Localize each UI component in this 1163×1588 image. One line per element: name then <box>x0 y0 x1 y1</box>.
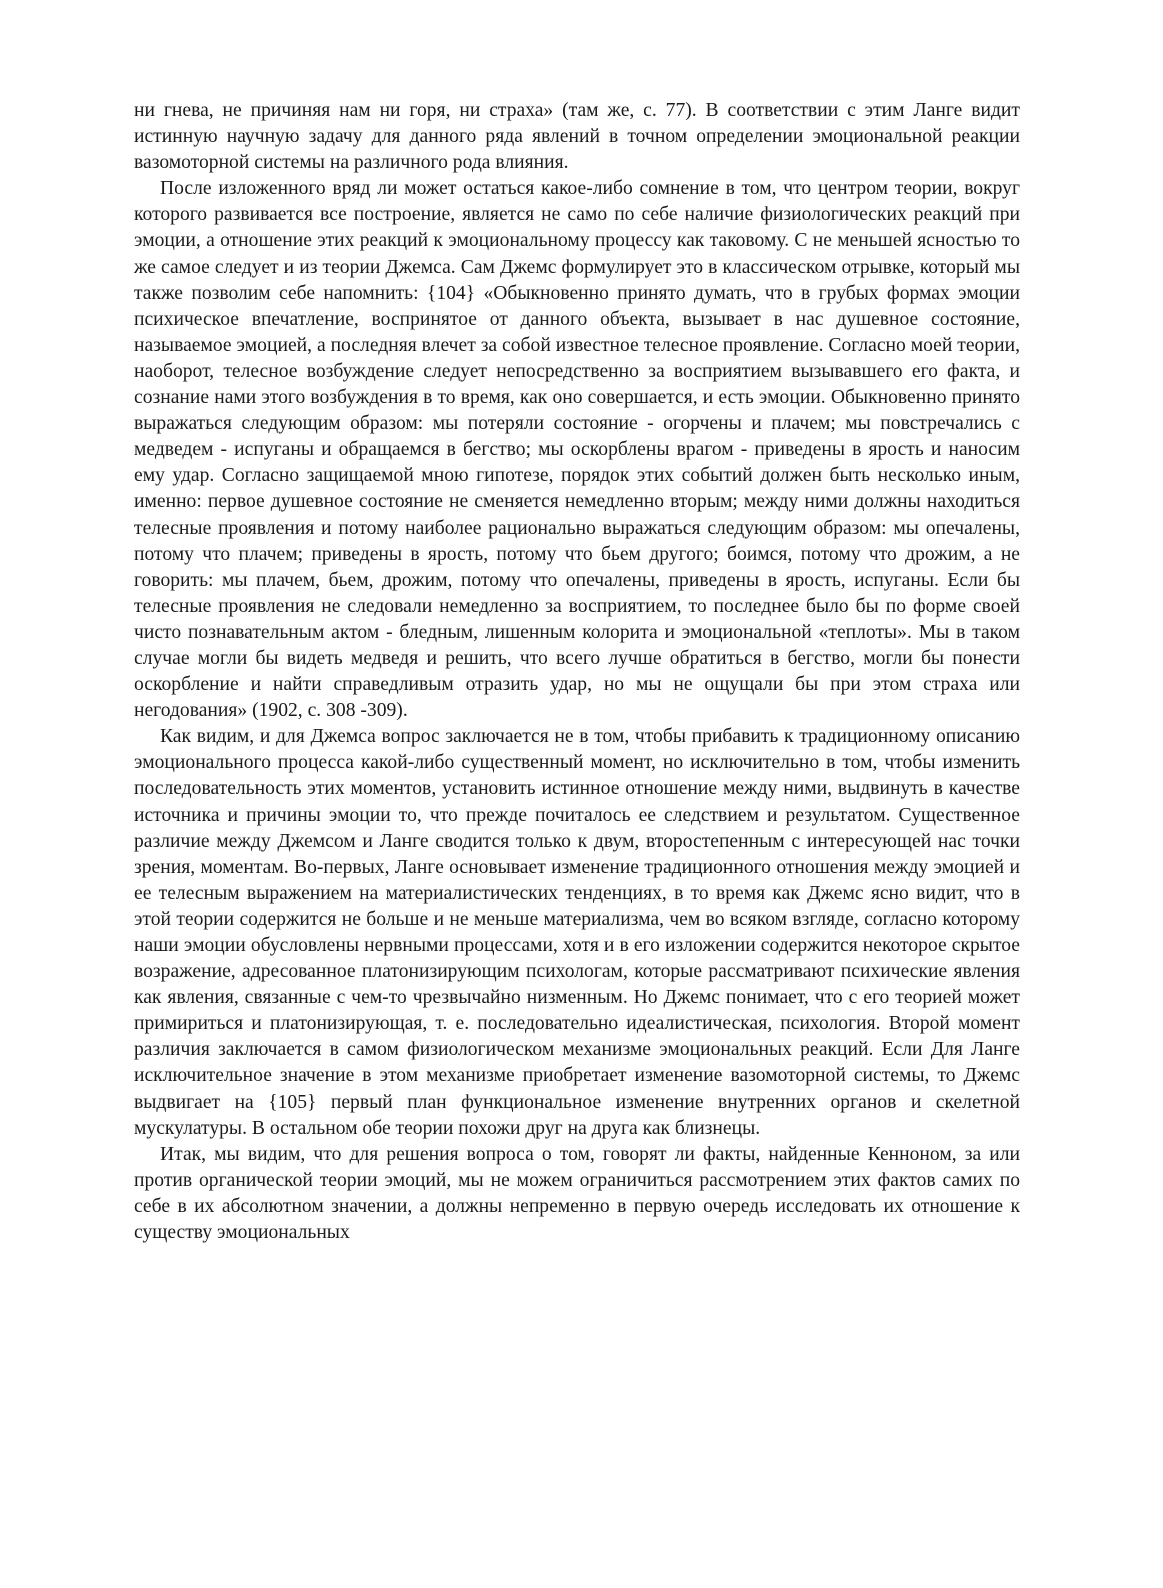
paragraph-james-quote: После изложенного вряд ли может остаться какое-либо сомнение в том, что центром теории, вокруг которого развивается все построение, является не само по себе наличие физиологических реакций при эмоции, а отношение этих реакций к эмоциональному процессу как таковому. С не меньшей ясностью то же самое следует и из теории Джемса. Сам Джемс формулирует это в классическом отрывке, который мы также позволим себе напомнить: {104} «Обыкновенно принято думать, что в грубых формах эмоции психическое впечатление, воспринятое от данного объекта, вызывает в нас душевное состояние, называемое эмоцией, а последняя влечет за собой известное телесное проявление. Согласно моей теории, наоборот, телесное возбуждение следует непосредственно за восприятием вызывавшего его факта, и сознание нами этого возбуждения в то время, как оно совершается, и есть эмоции. Обыкновенно принято выражаться следующим образом: мы потеряли состояние - огорчены и плачем; мы повстречались с медведем - испуганы и обращаемся в бегство; мы оскорблены врагом - приведены в ярость и наносим ему удар. Согласно защищаемой мною гипотезе, порядок этих событий должен быть несколько иным, именно: первое душевное состояние не сменяется немедленно вторым; между ними должны находиться телесные проявления и потому наиболее рационально выражаться следующим образом: мы опечалены, потому что плачем; приведены в ярость, потому что бьем другого; боимся, потому что дрожим, а не говорить: мы плачем, бьем, дрожим, потому что опечалены, приведены в ярость, испуганы. Если бы телесные проявления не следовали немедленно за восприятием, то последнее было бы по форме своей чисто познавательным актом - бледным, лишенным колорита и эмоциональной «теплоты». Мы в таком случае могли бы видеть медведя и решить, что всего лучше обратиться в бегство, могли бы понести оскорбление и найти справедливым отразить удар, но мы не ощущали бы при этом страха или негодования» (1902, с. 308 -309). <box>134 178 1020 722</box>
paragraph-james-lange-comparison: Как видим, и для Джемса вопрос заключается не в том, чтобы прибавить к традиционному описанию эмоционального процесса какой-либо существенный момент, но исключительно в том, чтобы изменить последовательность этих моментов, установить истинное отношение между ними, выдвинуть в качестве источника и причины эмоции то, что прежде почиталось ее следствием и результатом. Существенное различие между Джемсом и Ланге сводится только к двум, второстепенным с интересующей нас точки зрения, моментам. Во-первых, Ланге основывает изменение традиционного отношения между эмоцией и ее телесным выражением на материалистических тенденциях, в то время как Джемс ясно видит, что в этой теории содержится не больше и не меньше материализма, чем во всяком взгляде, согласно которому наши эмоции обусловлены нервными процессами, хотя и в его изложении содержится некоторое скрытое возражение, адресованное платонизирующим психологам, которые рассматривают психические явления как явления, связанные с чем-то чрезвычайно низменным. Но Джемс понимает, что с его теорией может примириться и платонизирующая, т. е. последовательно идеалистическая, психология. Второй момент различия заключается в самом физиологическом механизме эмоциональных реакций. Если Для Ланге исключительное значение в этом механизме приобретает изменение вазомоторной системы, то Джемс выдвигает на {105} первый план функциональное изменение внутренних органов и скелетной мускулатуры. В остальном обе теории похожи друг на друга как близнецы. <box>134 726 1020 1139</box>
document-page <box>134 98 1020 1246</box>
paragraph-continuation: ни гнева, не причиняя нам ни горя, ни страха» (там же, с. 77). В соответствии с этим Ланге видит истинную научную задачу для данного ряда явлений в точном определении эмоциональной реакции вазомоторной системы на различного рода влияния. <box>134 100 1020 174</box>
paragraph-cannon-conclusion: Итак, мы видим, что для решения вопроса о том, говорят ли факты, найденные Кенноном, за или против органической теории эмоций, мы не можем ограничиться рассмотрением этих фактов самих по себе в их абсолютном значении, а должны непременно в первую очередь исследовать их отношение к существу эмоциональных <box>134 1143 1020 1244</box>
